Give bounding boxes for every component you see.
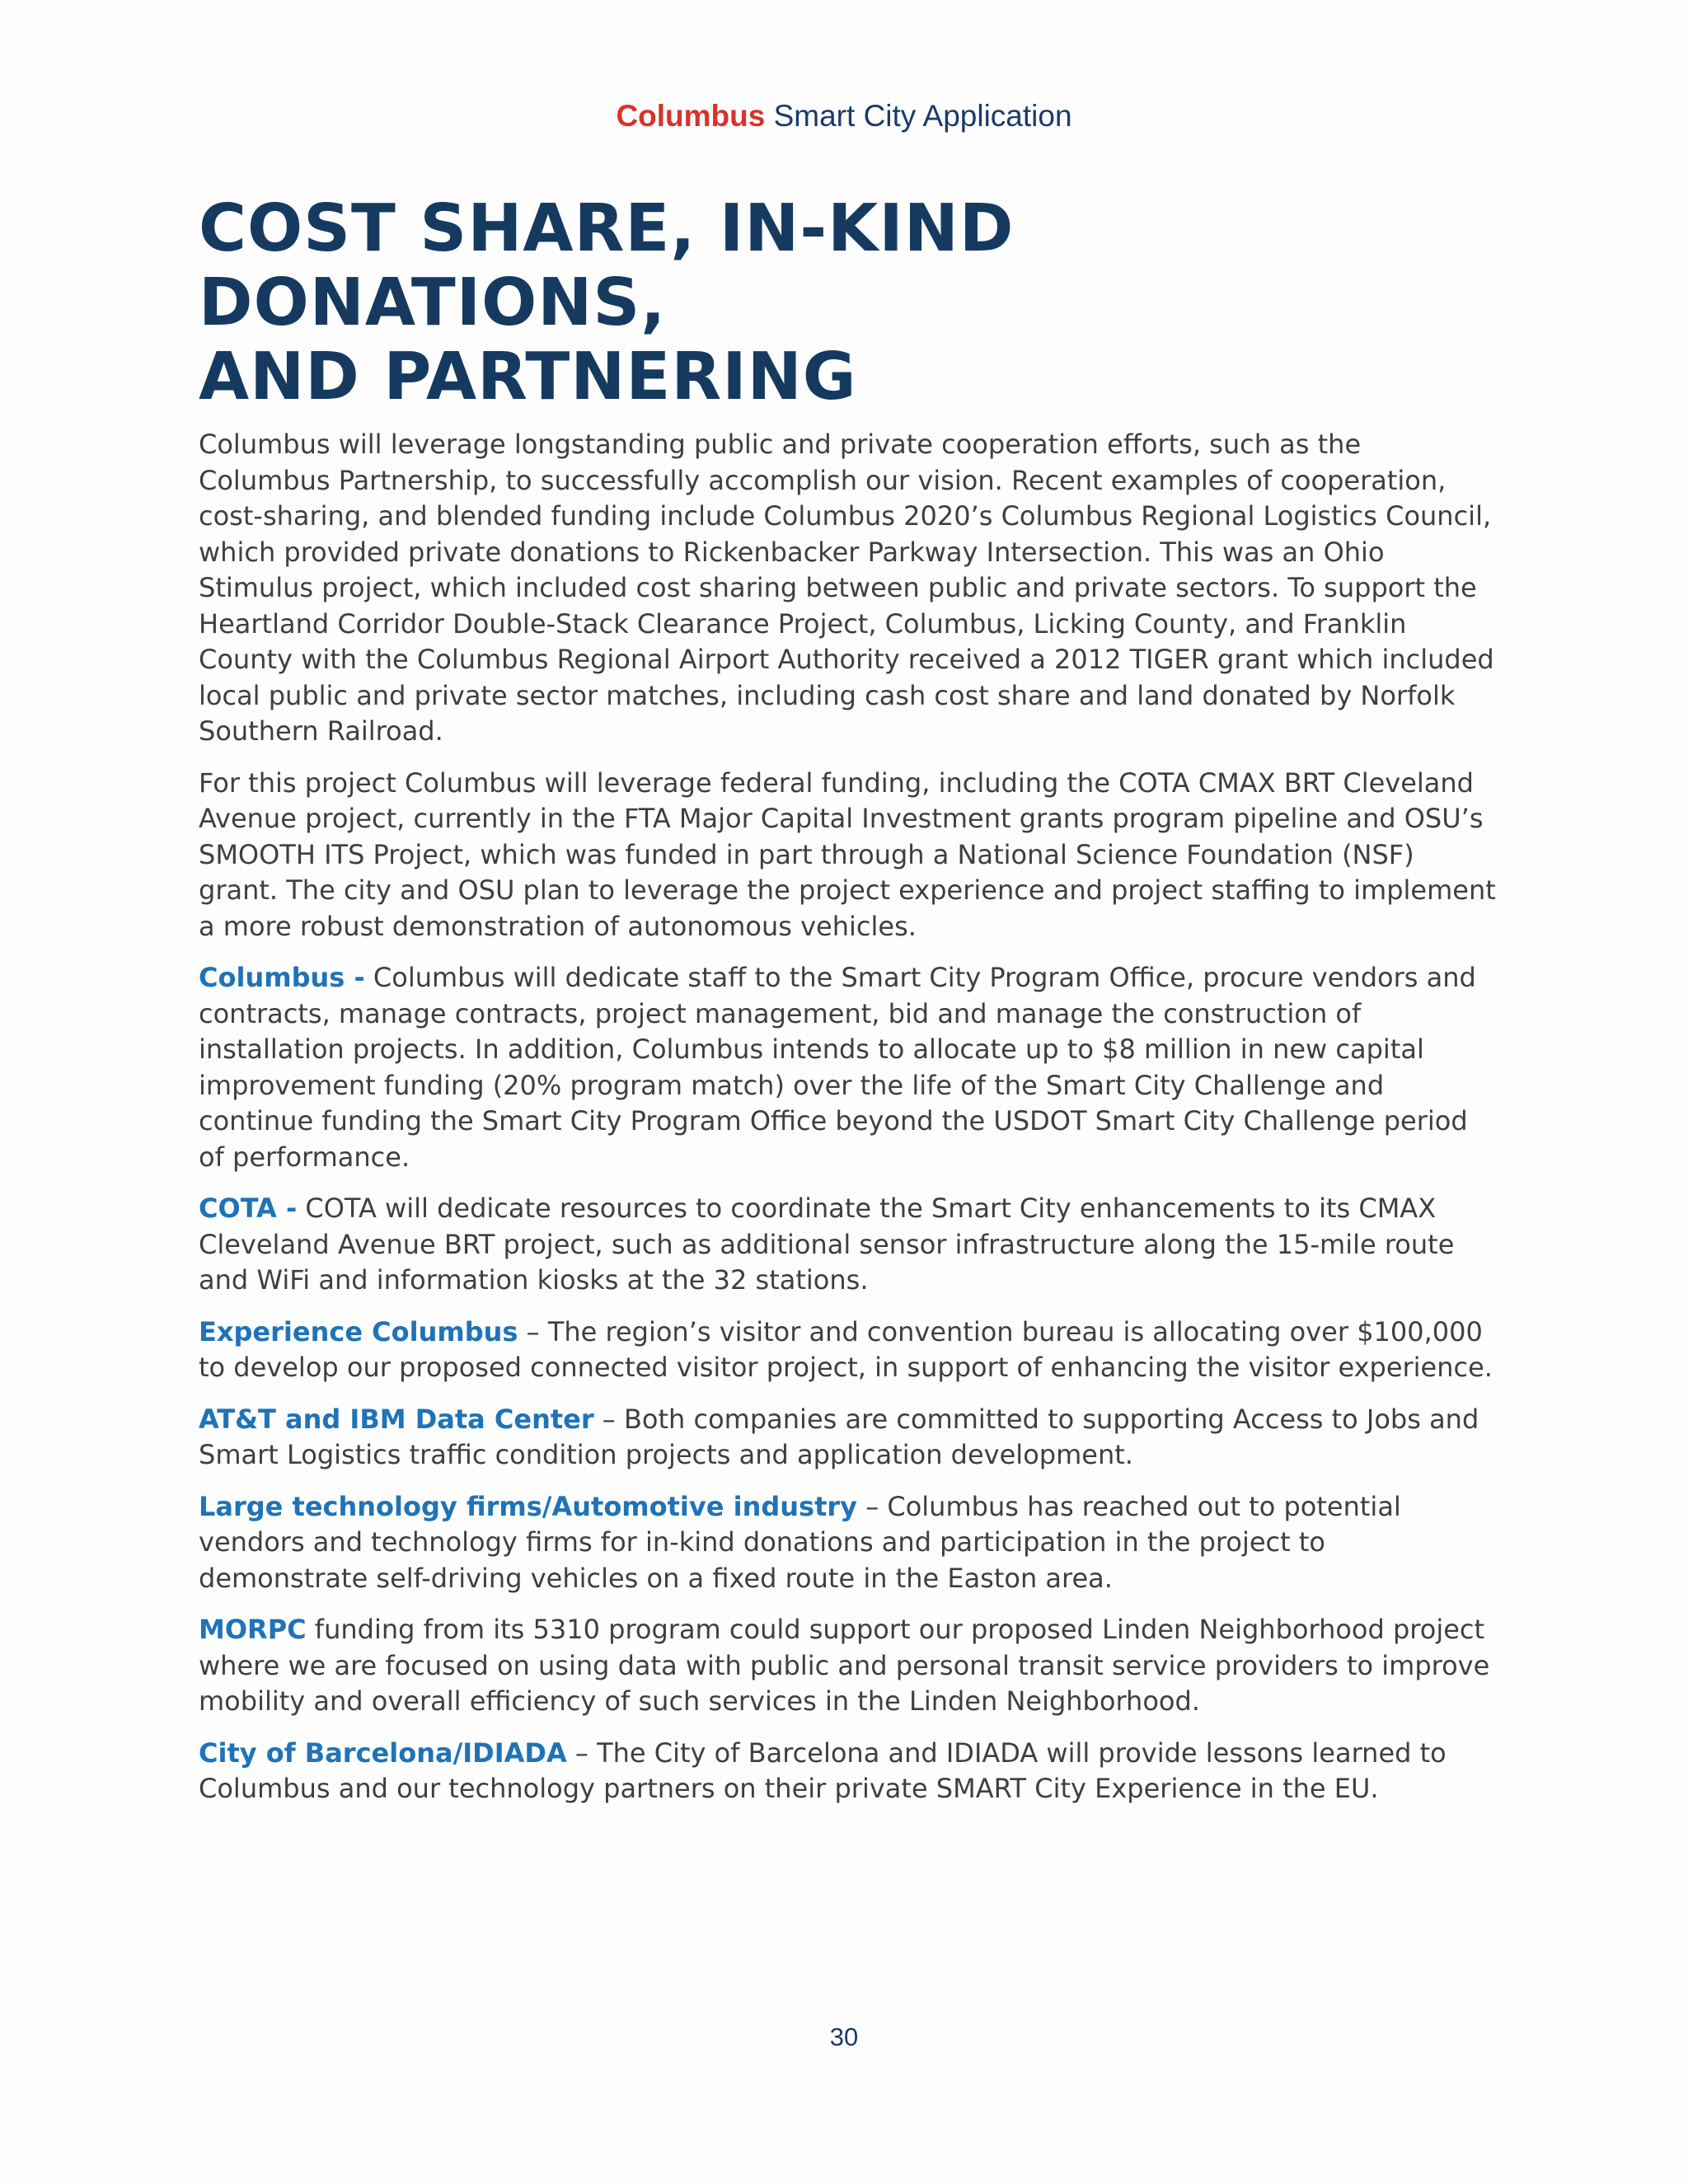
partner-text: – Both companies are committed to supporting Access to Jobs and Smart Logistics traffic condition projects and application development. xyxy=(199,1403,1479,1470)
partner-paragraph-morpc xyxy=(199,1612,1497,1720)
partner-text: Columbus will dedicate staff to the Smart City Program Office, procure vendors and contracts, manage contracts, project management, bid and manage the construction of installation projects. In addition, Columbus intends to allocate up to $8 million in new capital improvement funding (20% program match) over the life of the Smart City Challenge and continue funding the Smart City Program Office beyond the USDOT Smart City Challenge period of performance. xyxy=(199,962,1476,1173)
intro-paragraph-2: For this project Columbus will leverage federal funding, including the COTA CMAX BRT Cleveland Avenue project, currently in the FTA Major Capital Investment grants program pipeline and OSU’s SMOOTH ITS Project, which was funded in part through a National Science Foundation (NSF) grant. The city and OSU plan to leverage the project experience and project staffing to implement a more robust demonstration of autonomous vehicles. xyxy=(199,766,1496,942)
partner-name: Columbus - xyxy=(199,962,365,993)
partner-text: funding from its 5310 program could support our proposed Linden Neighborhood project where we are focused on using data with public and personal transit service providers to improve mobility and overall efficiency of such services in the Linden Neighborhood. xyxy=(199,1614,1490,1717)
partner-text: – The region’s visitor and convention bureau is allocating over $100,000 to develop our proposed connected visitor project, in support of enhancing the visitor experience. xyxy=(199,1315,1493,1383)
intro-paragraph-1: Columbus will leverage longstanding public and private cooperation efforts, such as the Columbus Partnership, to successfully accomplish our vision. Recent examples of cooperation, cost-sharing, and blended funding include Columbus 2020’s Columbus Regional Logistics Council, which provided private donations to Rickenbacker Parkway Intersection. This was an Ohio Stimulus project, which included cost sharing between public and private sectors. To support the Heartland Corridor Double-Stack Clearance Project, Columbus, Licking County, and Franklin County with the Columbus Regional Airport Authority received a 2012 TIGER grant which included local public and private sector matches, including cash cost share and land donated by Norfolk Southern Railroad. xyxy=(199,429,1494,747)
partner-paragraph-cota xyxy=(199,1191,1497,1299)
page-title xyxy=(199,191,1497,414)
header-title: Smart City Application xyxy=(773,99,1072,133)
partner-text: – Columbus has reached out to potential vendors and technology firms for in-kind donations and participation in the project to demonstrate self-driving vehicles on a fixed route in the Easton area. xyxy=(199,1490,1401,1594)
partner-text: COTA will dedicate resources to coordinate the Smart City enhancements to its CMAX Cleveland Avenue BRT project, such as additional sensor infrastructure along the 15-mile route and WiFi and information kiosks at the 32 stations. xyxy=(199,1193,1455,1296)
partner-paragraph-barcelona xyxy=(199,1736,1497,1807)
partner-paragraph-att-ibm xyxy=(199,1402,1497,1474)
partner-name: COTA - xyxy=(199,1193,298,1224)
partner-paragraph-experience-columbus xyxy=(199,1315,1497,1386)
partner-name: AT&T and IBM Data Center xyxy=(199,1403,594,1435)
page-title-line-2: AND PARTNERING xyxy=(199,339,857,415)
partner-paragraph-columbus xyxy=(199,960,1497,1175)
partner-paragraph-tech-firms xyxy=(199,1489,1497,1597)
partner-name: City of Barcelona/IDIADA xyxy=(199,1736,567,1769)
partner-name: MORPC xyxy=(199,1614,307,1645)
page-title-line-1: COST SHARE, IN-KIND DONATIONS, xyxy=(199,190,1015,340)
partner-text: – The City of Barcelona and IDIADA will provide lessons learned to Columbus and our technology partners on their private SMART City Experience in the EU. xyxy=(199,1736,1447,1804)
partner-name: Large technology firms/Automotive industry xyxy=(199,1490,858,1522)
page-number: 30 xyxy=(829,2022,859,2051)
header-brand: Columbus xyxy=(616,99,766,133)
main-content xyxy=(199,191,1497,1823)
running-header xyxy=(0,97,1688,135)
partner-name: Experience Columbus xyxy=(199,1315,518,1347)
